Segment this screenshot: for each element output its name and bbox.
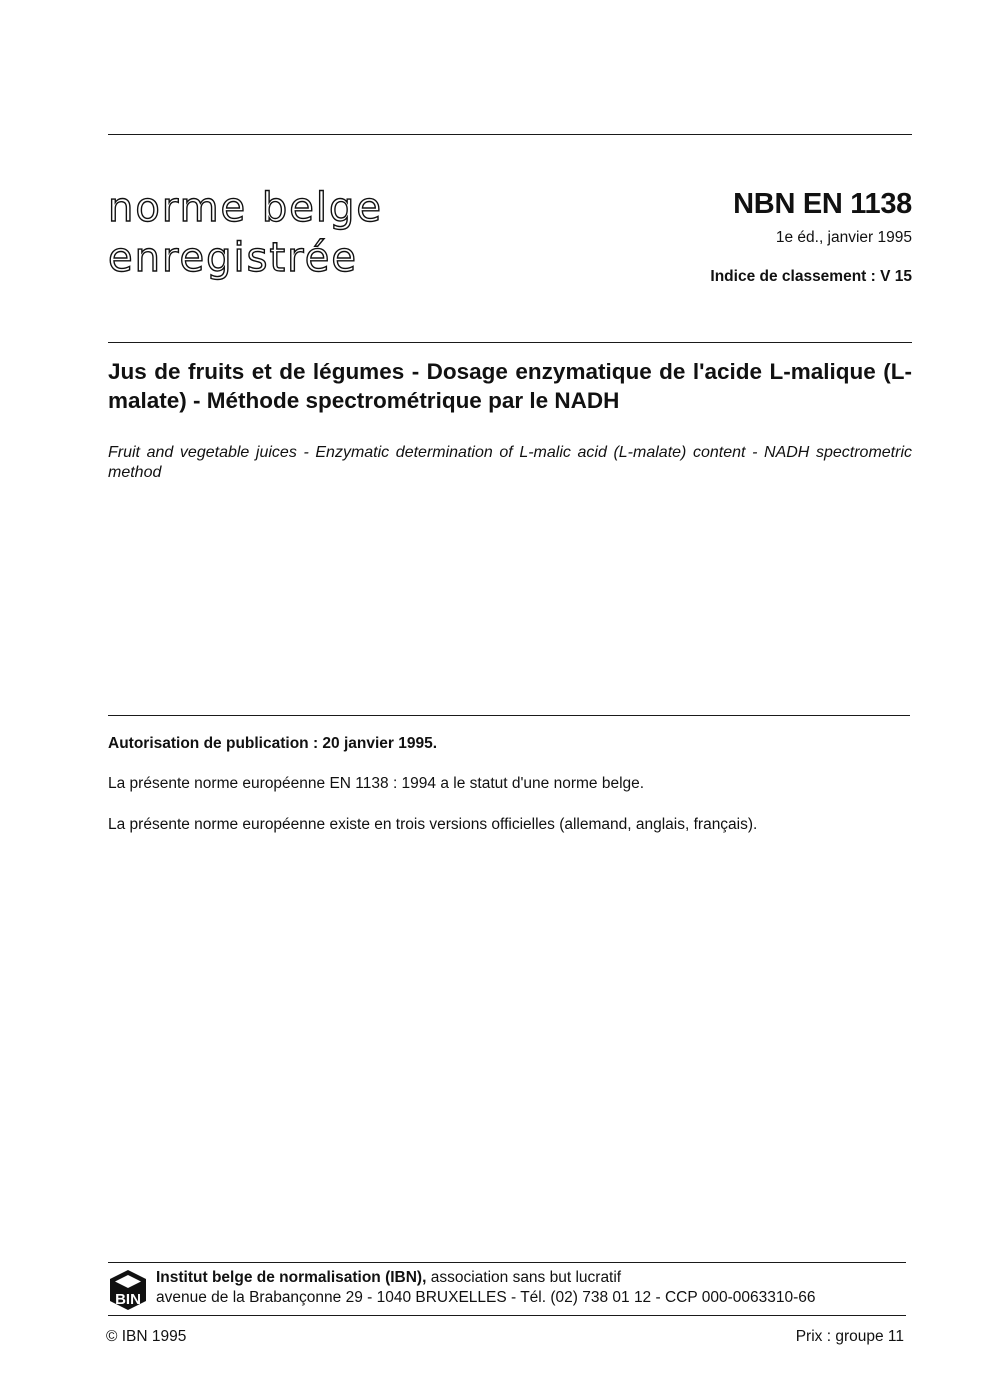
publication-authorization: Autorisation de publication : 20 janvier 1995. [108,735,438,752]
edition-date: 1e éd., janvier 1995 [775,229,912,246]
status-statement: La présente norme européenne EN 1138 : 1994 a le statut d'une norme belge. [108,775,645,792]
institute-address: avenue de la Brabançonne 29 - 1040 BRUXELLES - Tél. (02) 738 01 12 - CCP 000-0063310-66 [156,1289,816,1306]
section-rule [108,715,910,716]
ibn-logo-icon [106,1268,150,1312]
title-french: Jus de fruits et de légumes - Dosage enzymatique de l'acide L-malique (L-malate) - Méthode spectrométrique par le NADH [108,359,912,413]
standard-number: NBN EN 1138 [733,188,912,220]
logo-text: BIN [115,1291,141,1308]
footer-bottom-rule [108,1315,906,1316]
institute-line [156,1268,621,1287]
series-title-line1: norme belge [108,185,383,231]
footer-top-rule [108,1262,906,1263]
title-english: Fruit and vegetable juices - Enzymatic determination of L-malic acid (L-malate) content - NADH spectrometric method [108,444,912,481]
series-title-line2: enregistrée [108,235,358,281]
versions-statement: La présente norme européenne existe en trois versions officielles (allemand, anglais, français). [108,816,758,833]
institute-name: Institut belge de normalisation (IBN), [156,1269,427,1286]
top-rule [108,134,912,135]
classification-index: Indice de classement : V 15 [710,268,912,285]
copyright: © IBN 1995 [106,1328,187,1345]
header-rule [108,342,912,343]
institute-type: association sans but lucratif [426,1269,622,1286]
price-group: Prix : groupe 11 [795,1328,904,1345]
